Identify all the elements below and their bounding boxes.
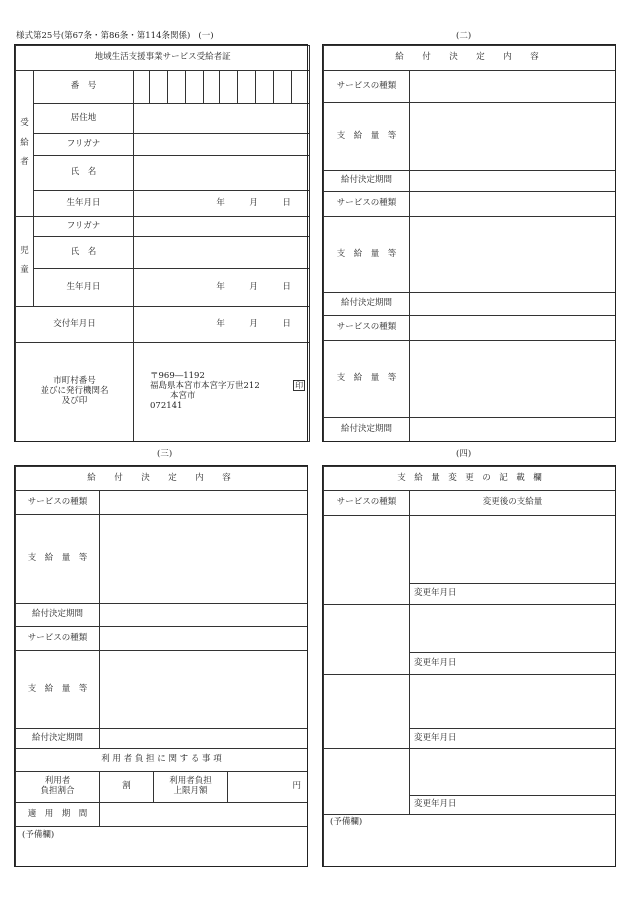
change-date-label: 変更年月日	[414, 799, 457, 810]
ratio-unit: 割	[122, 781, 131, 792]
amount-label: 支 給 量 等	[324, 103, 410, 171]
change-date-label: 変更年月日	[414, 588, 457, 599]
burden-title: 利 用 者 負 担 に 関 す る 事 項	[16, 749, 308, 772]
burden-limit-field[interactable]	[228, 772, 308, 803]
change-date-field[interactable]	[410, 584, 616, 605]
amount-label: 支 給 量 等	[324, 341, 410, 418]
change-service-type-field[interactable]	[324, 605, 410, 675]
amount-field[interactable]	[410, 341, 616, 418]
section-number-one: (一)	[198, 31, 214, 41]
child-birth-label: 生年月日	[34, 269, 134, 307]
burden-ratio-label: 利用者 負担割合	[16, 772, 100, 803]
child-group-label: 児 童	[16, 217, 34, 307]
changed-amount-field[interactable]	[410, 516, 616, 584]
municipality-postal: 〒969―1192	[150, 371, 205, 382]
recipient-furigana-label: フリガナ	[34, 134, 134, 156]
number-digit-box[interactable]	[150, 71, 168, 104]
recipient-birth-field[interactable]: 年 月 日	[134, 191, 310, 217]
service-type-label: サービスの種類	[324, 316, 410, 341]
amount-field[interactable]	[100, 651, 308, 729]
benefit-decision-table-2	[323, 45, 616, 442]
service-type-field[interactable]	[410, 316, 616, 341]
recipient-furigana-field[interactable]	[134, 134, 310, 156]
card-title: 地域生活支援事業サービス受給者証	[16, 46, 310, 71]
period-label: 給付決定期間	[16, 604, 100, 627]
recipient-address-label: 居住地	[34, 104, 134, 134]
child-furigana-field[interactable]	[134, 217, 310, 237]
number-digit-box[interactable]	[220, 71, 238, 104]
child-name-label: 氏 名	[34, 237, 134, 269]
service-type-label: サービスの種類	[324, 192, 410, 217]
section-number-two: (二)	[456, 31, 472, 41]
service-type-label: サービスの種類	[16, 491, 100, 515]
change-remarks-label: (予備欄)	[330, 817, 363, 827]
amount-field[interactable]	[410, 103, 616, 171]
period-label: 給付決定期間	[16, 729, 100, 749]
number-digit-box[interactable]	[186, 71, 204, 104]
remarks-label: (予備欄)	[22, 830, 55, 840]
burden-limit-label: 利用者負担 上限月額	[154, 772, 228, 803]
form-number-label: 様式第25号(第67条・第86条・第114条関係) (一)	[16, 31, 214, 41]
period-field[interactable]	[410, 171, 616, 192]
issue-date-field[interactable]: 年 月 日	[134, 307, 310, 343]
period-field[interactable]	[100, 729, 308, 749]
amount-label: 支 給 量 等	[16, 651, 100, 729]
change-service-type-field[interactable]	[324, 749, 410, 815]
amount-label: 支 給 量 等	[324, 217, 410, 293]
number-digit-box[interactable]	[274, 71, 292, 104]
service-type-label: サービスの種類	[16, 627, 100, 651]
number-digit-box[interactable]	[134, 71, 150, 104]
section-number-four: (四)	[456, 449, 472, 459]
child-furigana-label: フリガナ	[34, 217, 134, 237]
amount-field[interactable]	[100, 515, 308, 604]
change-record-table	[323, 466, 616, 867]
change-service-type-field[interactable]	[324, 675, 410, 749]
change-service-type-field[interactable]	[324, 516, 410, 605]
apply-period-field[interactable]	[100, 803, 308, 827]
changed-amount-field[interactable]	[410, 675, 616, 729]
change-service-type-label: サービスの種類	[324, 491, 410, 516]
period-label: 給付決定期間	[324, 418, 410, 442]
period-field[interactable]	[410, 293, 616, 316]
recipient-number-label: 番 号	[34, 71, 134, 104]
number-digit-box[interactable]	[204, 71, 220, 104]
number-digit-box[interactable]	[256, 71, 274, 104]
recipient-address-field[interactable]	[134, 104, 310, 134]
change-remarks-field[interactable]	[324, 815, 616, 867]
municipality-code: 072141	[150, 400, 183, 411]
service-type-field[interactable]	[100, 627, 308, 651]
service-type-field[interactable]	[410, 71, 616, 103]
recipient-name-label: 氏 名	[34, 156, 134, 191]
number-digit-box[interactable]	[238, 71, 256, 104]
burden-ratio-field[interactable]	[100, 772, 154, 803]
benefit-title: 給 付 決 定 内 容	[16, 467, 308, 491]
period-field[interactable]	[100, 604, 308, 627]
service-type-label: サービスの種類	[324, 71, 410, 103]
recipient-card-table	[15, 45, 310, 442]
section-number-three: (三)	[157, 449, 173, 459]
benefit-decision-table-3	[15, 466, 308, 867]
municipality-label: 市町村番号 並びに発行機関名 及び印	[16, 343, 134, 442]
recipient-group-label: 受 給 者	[16, 71, 34, 217]
apply-period-label: 適 用 期 間	[16, 803, 100, 827]
change-date-field[interactable]	[410, 653, 616, 675]
change-date-field[interactable]	[410, 796, 616, 815]
amount-label: 支 給 量 等	[16, 515, 100, 604]
limit-unit: 円	[292, 781, 302, 792]
child-birth-field[interactable]: 年 月 日	[134, 269, 310, 307]
period-label: 給付決定期間	[324, 293, 410, 316]
change-after-label: 変更後の支給量	[410, 491, 616, 516]
service-type-field[interactable]	[100, 491, 308, 515]
seal-mark: 印	[295, 381, 304, 390]
change-date-field[interactable]	[410, 729, 616, 749]
period-label: 給付決定期間	[324, 171, 410, 192]
period-field[interactable]	[410, 418, 616, 442]
recipient-name-field[interactable]	[134, 156, 310, 191]
municipality-office: 本宮市	[170, 391, 196, 401]
recipient-birth-label: 生年月日	[34, 191, 134, 217]
change-date-label: 変更年月日	[414, 657, 457, 668]
change-date-label: 変更年月日	[414, 732, 457, 743]
service-type-field[interactable]	[410, 192, 616, 217]
remarks-field[interactable]	[16, 827, 308, 867]
number-digit-box[interactable]	[168, 71, 186, 104]
issue-date-label: 交付年月日	[16, 307, 134, 343]
child-name-field[interactable]	[134, 237, 310, 269]
number-digit-box[interactable]	[292, 71, 310, 104]
changed-amount-field[interactable]	[410, 749, 616, 796]
municipality-address: 福島県本宮市本宮字万世212	[150, 381, 260, 392]
change-title: 支 給 量 変 更 の 記 載 欄	[324, 467, 616, 491]
benefit-title: 給 付 決 定 内 容	[324, 46, 616, 71]
amount-field[interactable]	[410, 217, 616, 293]
municipality-info	[134, 343, 310, 442]
changed-amount-field[interactable]	[410, 605, 616, 653]
